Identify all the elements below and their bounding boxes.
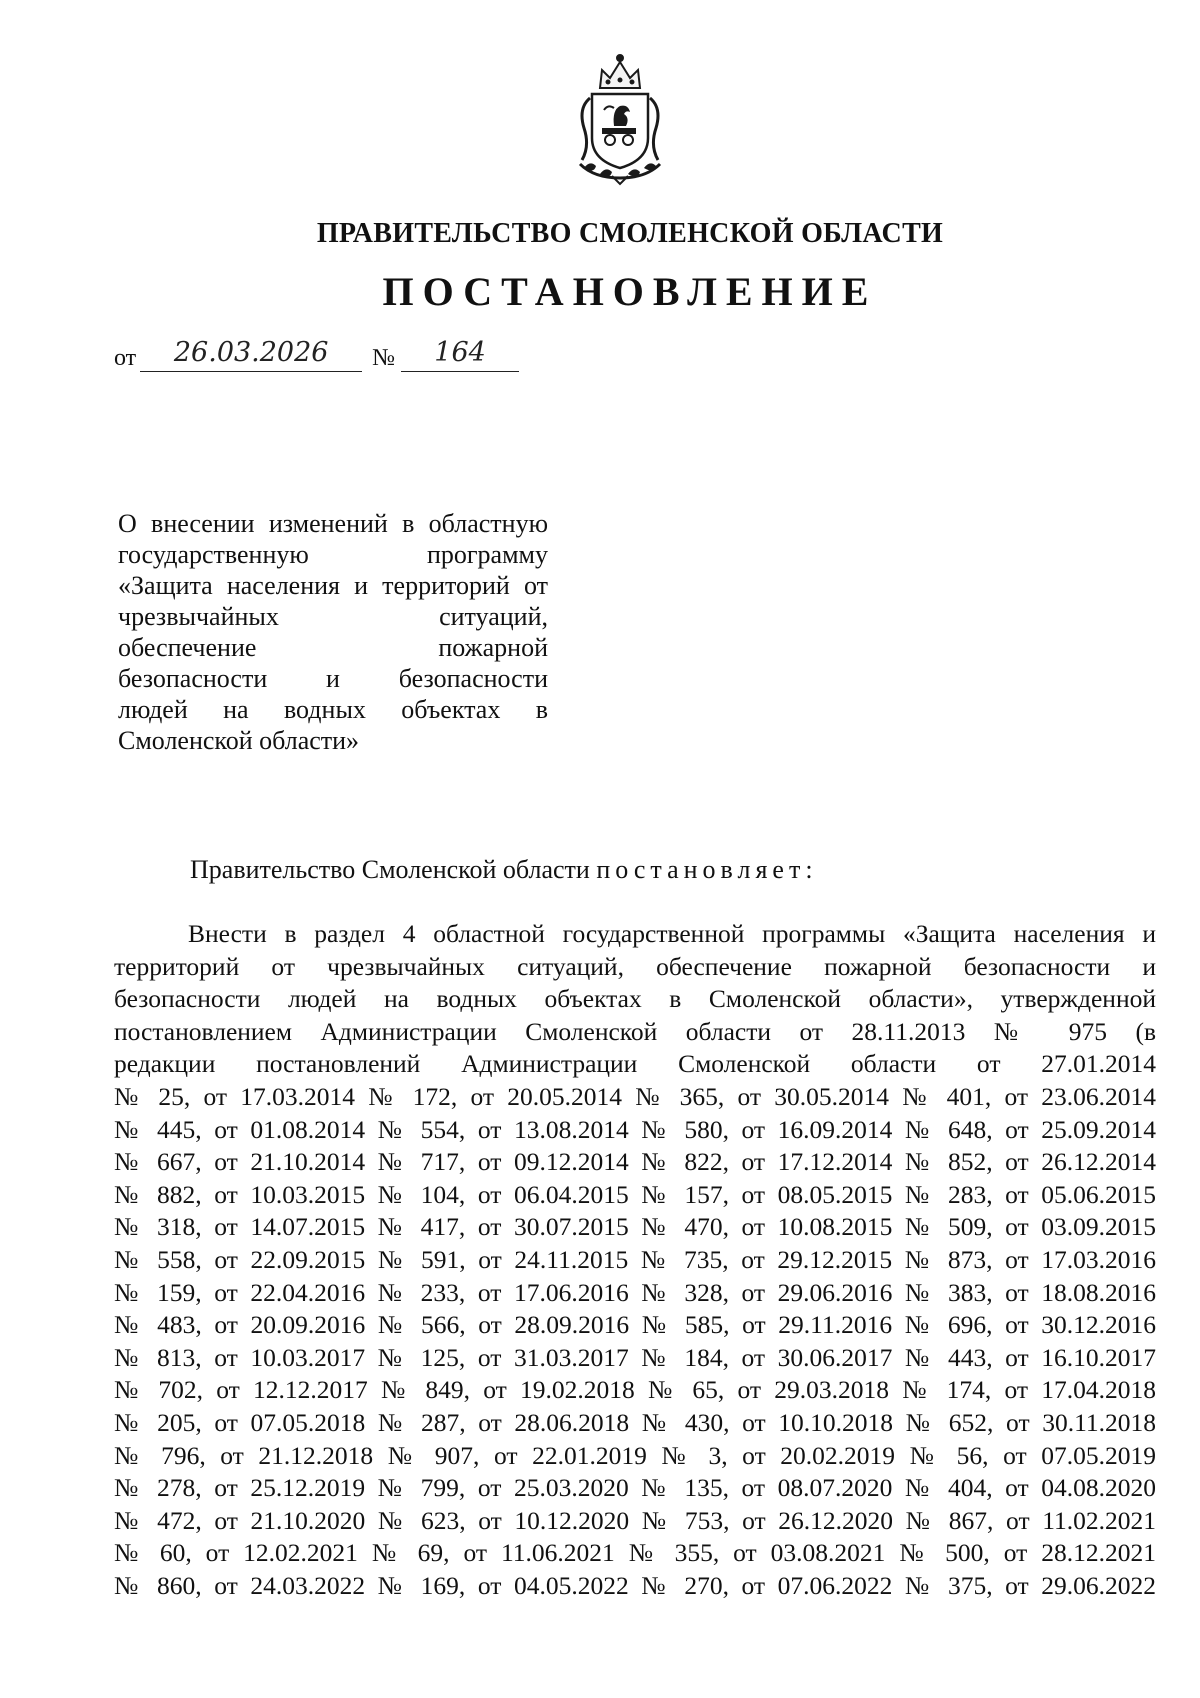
subject-line: обеспечение пожарной xyxy=(118,633,548,662)
subject-line: Смоленской области» xyxy=(118,726,360,755)
body-line: № 702, от 12.12.2017 № 849, от 19.02.2018 № 65, от 29.03.2018 № 174, от 17.04.2018 xyxy=(114,1375,1156,1405)
subject-line: О внесении изменений в областную xyxy=(118,509,548,538)
preamble xyxy=(190,855,818,885)
coat-of-arms-icon xyxy=(560,48,680,188)
body-line: № 318, от 14.07.2015 № 417, от 30.07.2015 № 470, от 10.08.2015 № 509, от 03.09.2015 xyxy=(114,1212,1156,1242)
from-label: от xyxy=(114,345,137,371)
subject-line: государственную программу xyxy=(118,540,548,569)
body-line: № 445, от 01.08.2014 № 554, от 13.08.2014 № 580, от 16.09.2014 № 648, от 25.09.2014 xyxy=(114,1114,1156,1144)
handwritten-date: 26.03.2026 xyxy=(140,337,362,372)
subject-block xyxy=(118,508,548,756)
body-line: Внести в раздел 4 областной государственной программы «Защита населения и xyxy=(188,919,1156,948)
organization-title: ПРАВИТЕЛЬСТВО СМОЛЕНСКОЙ ОБЛАСТИ xyxy=(316,218,944,249)
body-line: № 667, от 21.10.2014 № 717, от 09.12.2014 № 822, от 17.12.2014 № 852, от 26.12.2014 xyxy=(114,1147,1156,1177)
body-line: территорий от чрезвычайных ситуаций, обеспечение пожарной безопасности и xyxy=(114,951,1156,981)
subject-line: безопасности и безопасности xyxy=(118,664,548,693)
body-line: № 796, от 21.12.2018 № 907, от 22.01.2019 № 3, от 20.02.2019 № 56, от 07.05.2019 xyxy=(114,1440,1156,1470)
body-line: № 882, от 10.03.2015 № 104, от 06.04.2015 № 157, от 08.05.2015 № 283, от 05.06.2015 xyxy=(114,1179,1156,1209)
body-line: постановлением Администрации Смоленской области от 28.11.2013 № 975 (в xyxy=(114,1016,1156,1046)
body-line: № 278, от 25.12.2019 № 799, от 25.03.2020 № 135, от 08.07.2020 № 404, от 04.08.2020 xyxy=(114,1473,1156,1503)
body-line: № 483, от 20.09.2016 № 566, от 28.09.2016 № 585, от 29.11.2016 № 696, от 30.12.2016 xyxy=(114,1310,1156,1340)
number-label: № xyxy=(372,345,396,371)
body-line: № 558, от 22.09.2015 № 591, от 24.11.2015 № 735, от 29.12.2015 № 873, от 17.03.2016 xyxy=(114,1244,1156,1274)
subject-line: чрезвычайных ситуаций, xyxy=(118,602,548,631)
body-line: № 860, от 24.03.2022 № 169, от 04.05.2022 № 270, от 07.06.2022 № 375, от 29.06.2022 xyxy=(114,1570,1156,1600)
body-line: № 25, от 17.03.2014 № 172, от 20.05.2014 № 365, от 30.05.2014 № 401, от 23.06.2014 xyxy=(114,1081,1156,1111)
body-line: № 159, от 22.04.2016 № 233, от 17.06.2016 № 328, от 29.06.2016 № 383, от 18.08.2016 xyxy=(114,1277,1156,1307)
body-paragraph xyxy=(114,918,1156,1602)
subject-line: людей на водных объектах в xyxy=(118,695,548,724)
handwritten-number: 164 xyxy=(401,337,519,372)
body-line: № 813, от 10.03.2017 № 125, от 31.03.2017 № 184, от 30.06.2017 № 443, от 16.10.2017 xyxy=(114,1342,1156,1372)
document-type-title: ПОСТАНОВЛЕНИЕ xyxy=(382,269,878,314)
body-line: № 205, от 07.05.2018 № 287, от 28.06.2018 № 430, от 10.10.2018 № 652, от 30.11.2018 xyxy=(114,1407,1156,1437)
body-line: редакции постановлений Администрации Смоленской области от 27.01.2014 xyxy=(114,1049,1156,1079)
body-line: № 60, от 12.02.2021 № 69, от 11.06.2021 № 355, от 03.08.2021 № 500, от 28.12.2021 xyxy=(114,1538,1156,1568)
body-line: безопасности людей на водных объектах в Смоленской области», утвержденной xyxy=(114,984,1156,1014)
subject-line: «Защита населения и территорий от xyxy=(118,571,548,600)
preamble-text: Правительство Смоленской области xyxy=(190,855,590,884)
body-line: № 472, от 21.10.2020 № 623, от 10.12.2020 № 753, от 26.12.2020 № 867, от 11.02.2021 xyxy=(114,1505,1156,1535)
preamble-resolves: постановляет: xyxy=(596,855,818,884)
date-number-line xyxy=(114,332,519,372)
